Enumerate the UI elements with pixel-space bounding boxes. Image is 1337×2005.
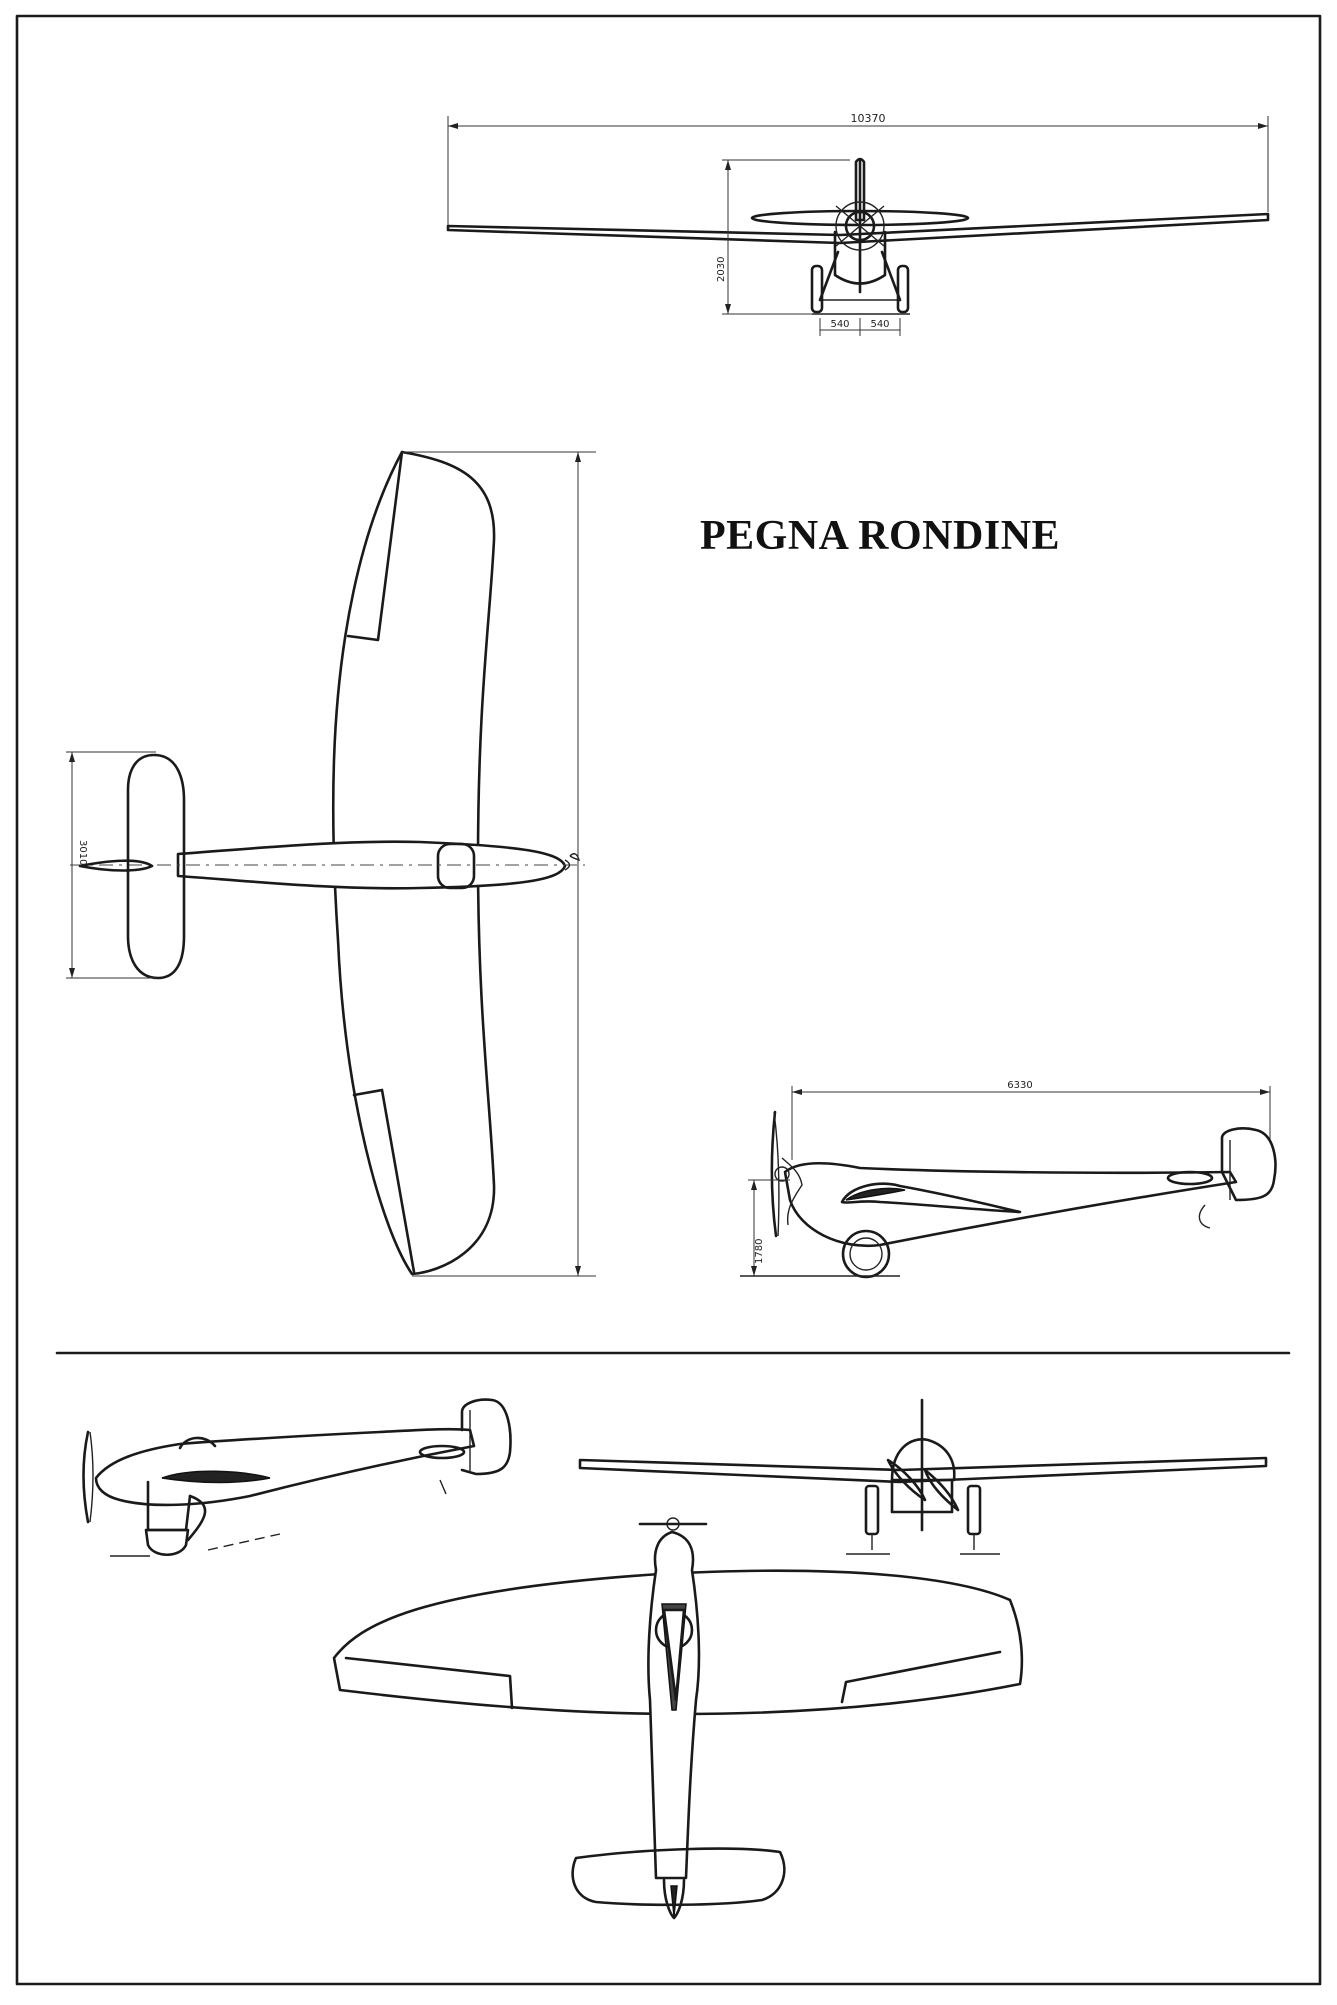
tail-skid (1199, 1205, 1210, 1228)
alt-wheel (146, 1530, 188, 1555)
alt-plan-view (334, 1518, 1022, 1918)
alt-front-view (580, 1400, 1266, 1554)
right-wheel (898, 266, 908, 312)
alt-front-left-gear (866, 1486, 878, 1534)
side-tailplane (1168, 1172, 1212, 1184)
side-height-dimension: 1780 (754, 1238, 765, 1264)
plan-view (66, 452, 596, 1276)
alt-tail-skid (440, 1480, 446, 1494)
lower-aileron (354, 1090, 414, 1272)
side-cockpit (842, 1184, 1020, 1212)
alt-right-aileron (842, 1652, 1000, 1702)
length-dimension: 6330 (1007, 1080, 1033, 1091)
alt-tail-fin (462, 1400, 510, 1474)
alt-side-view (84, 1400, 511, 1556)
left-wheel (812, 266, 822, 312)
front-height-dimension: 2030 (716, 256, 727, 282)
alt-propeller (84, 1432, 89, 1522)
front-view (448, 112, 1268, 336)
track-left-dimension: 540 (830, 319, 850, 330)
track-right-dimension: 540 (870, 319, 890, 330)
alt-front-right-gear (968, 1486, 980, 1534)
upper-aileron (348, 452, 402, 640)
alt-fuselage (96, 1429, 474, 1505)
plan-rudder (80, 861, 152, 871)
tailplane-span-dimension: 3010 (77, 840, 88, 866)
span-dimension: 10370 (850, 112, 886, 125)
side-view (740, 1080, 1275, 1277)
plan-tailplane (128, 755, 184, 978)
page-title: PEGNA RONDINE (700, 513, 1061, 559)
plan-spinner (565, 854, 579, 870)
